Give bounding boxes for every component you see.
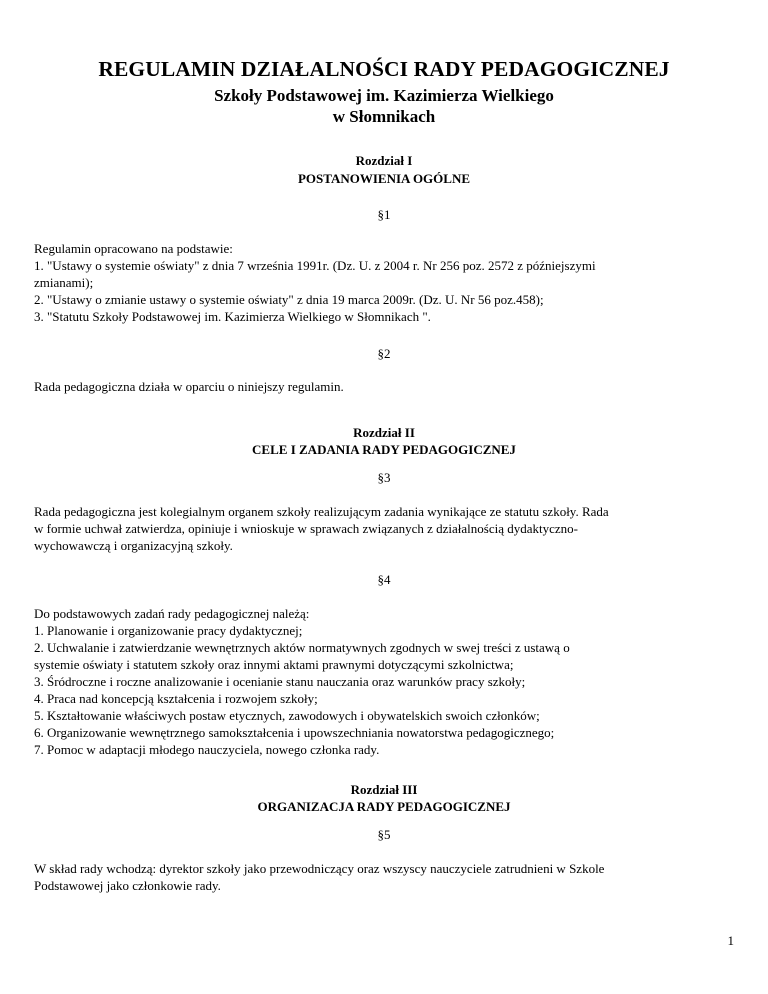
paragraph-4-line: systemie oświaty i statutem szkoły oraz innymi aktami prawnymi dotyczącymi szkolnictwa; <box>34 657 514 672</box>
paragraph-1-line: 3. "Statutu Szkoły Podstawowej im. Kazimierza Wielkiego w Słomnikach ". <box>34 309 431 324</box>
paragraph-4-line: 1. Planowanie i organizowanie pracy dydaktycznej; <box>34 623 303 638</box>
paragraph-1-line: zmianami); <box>34 275 94 290</box>
paragraph-1 <box>34 240 734 325</box>
chapter2-label: Rozdział II <box>353 425 415 440</box>
paragraph-3-line: w formie uchwał zatwierdza, opiniuje i wnioskuje w sprawach związanych z działalnością dydaktyczno- <box>34 521 578 536</box>
paragraph-3 <box>34 503 734 554</box>
paragraph-2 <box>34 378 734 395</box>
paragraph-3-line: Rada pedagogiczna jest kolegialnym organem szkoły realizującym zadania wynikające ze statutu szkoły. Rada <box>34 504 609 519</box>
paragraph-4-line: 7. Pomoc w adaptacji młodego nauczyciela, nowego członka rady. <box>34 742 380 757</box>
paragraph-1-line: 2. "Ustawy o zmianie ustawy o systemie oświaty" z dnia 19 marca 2009r. (Dz. U. Nr 56 poz.458); <box>34 292 544 307</box>
paragraph-4-line: 2. Uchwalanie i zatwierdzanie wewnętrznych aktów normatywnych zgodnych w swej treści z ustawą o <box>34 640 570 655</box>
section-sign-2: §2 <box>377 346 391 361</box>
paragraph-4-line: 3. Śródroczne i roczne analizowanie i ocenianie stanu nauczania oraz warunków pracy szkoły; <box>34 674 526 689</box>
paragraph-1-line: 1. "Ustawy o systemie oświaty" z dnia 7 września 1991r. (Dz. U. z 2004 r. Nr 256 poz. 2572 z późniejszymi <box>34 258 596 273</box>
section-sign-3: §3 <box>377 470 391 485</box>
chapter3-label: Rozdział III <box>350 782 418 797</box>
document-page <box>34 0 734 994</box>
chapter1-heading: POSTANOWIENIA OGÓLNE <box>297 171 471 186</box>
section-sign-1: §1 <box>377 207 391 222</box>
paragraph-4 <box>34 605 734 758</box>
section-sign-5: §5 <box>377 827 391 842</box>
paragraph-5 <box>34 860 734 894</box>
page-number: 1 <box>727 933 734 948</box>
paragraph-5-line: W skład rady wchodzą: dyrektor szkoły jako przewodniczący oraz wszyscy nauczyciele zatrudnieni w Szkole <box>34 861 605 876</box>
chapter2-heading: CELE I ZADANIA RADY PEDAGOGICZNEJ <box>252 442 516 457</box>
paragraph-4-line: 4. Praca nad koncepcją kształcenia i rozwojem szkoły; <box>34 691 318 706</box>
paragraph-4-line: 5. Kształtowanie właściwych postaw etycznych, zawodowych i obywatelskich swoich członków; <box>34 708 540 723</box>
section-sign-4: §4 <box>377 572 391 587</box>
document-title: REGULAMIN DZIAŁALNOŚCI RADY PEDAGOGICZNEJ <box>98 57 670 81</box>
document-subtitle-line1: Szkoły Podstawowej im. Kazimierza Wielkiego <box>214 86 554 105</box>
paragraph-2-line: Rada pedagogiczna działa w oparciu o niniejszy regulamin. <box>34 379 344 394</box>
paragraph-1-line: Regulamin opracowano na podstawie: <box>34 241 233 256</box>
document-subtitle-line2: w Słomnikach <box>332 107 436 126</box>
paragraph-4-line: 6. Organizowanie wewnętrznego samokształcenia i upowszechniania nowatorstwa pedagogicznego; <box>34 725 555 740</box>
chapter3-heading: ORGANIZACJA RADY PEDAGOGICZNEJ <box>257 799 511 814</box>
paragraph-3-line: wychowawczą i organizacyjną szkoły. <box>34 538 233 553</box>
paragraph-4-line: Do podstawowych zadań rady pedagogicznej należą: <box>34 606 310 621</box>
chapter1-label: Rozdział I <box>355 153 413 168</box>
paragraph-5-line: Podstawowej jako członkowie rady. <box>34 878 221 893</box>
